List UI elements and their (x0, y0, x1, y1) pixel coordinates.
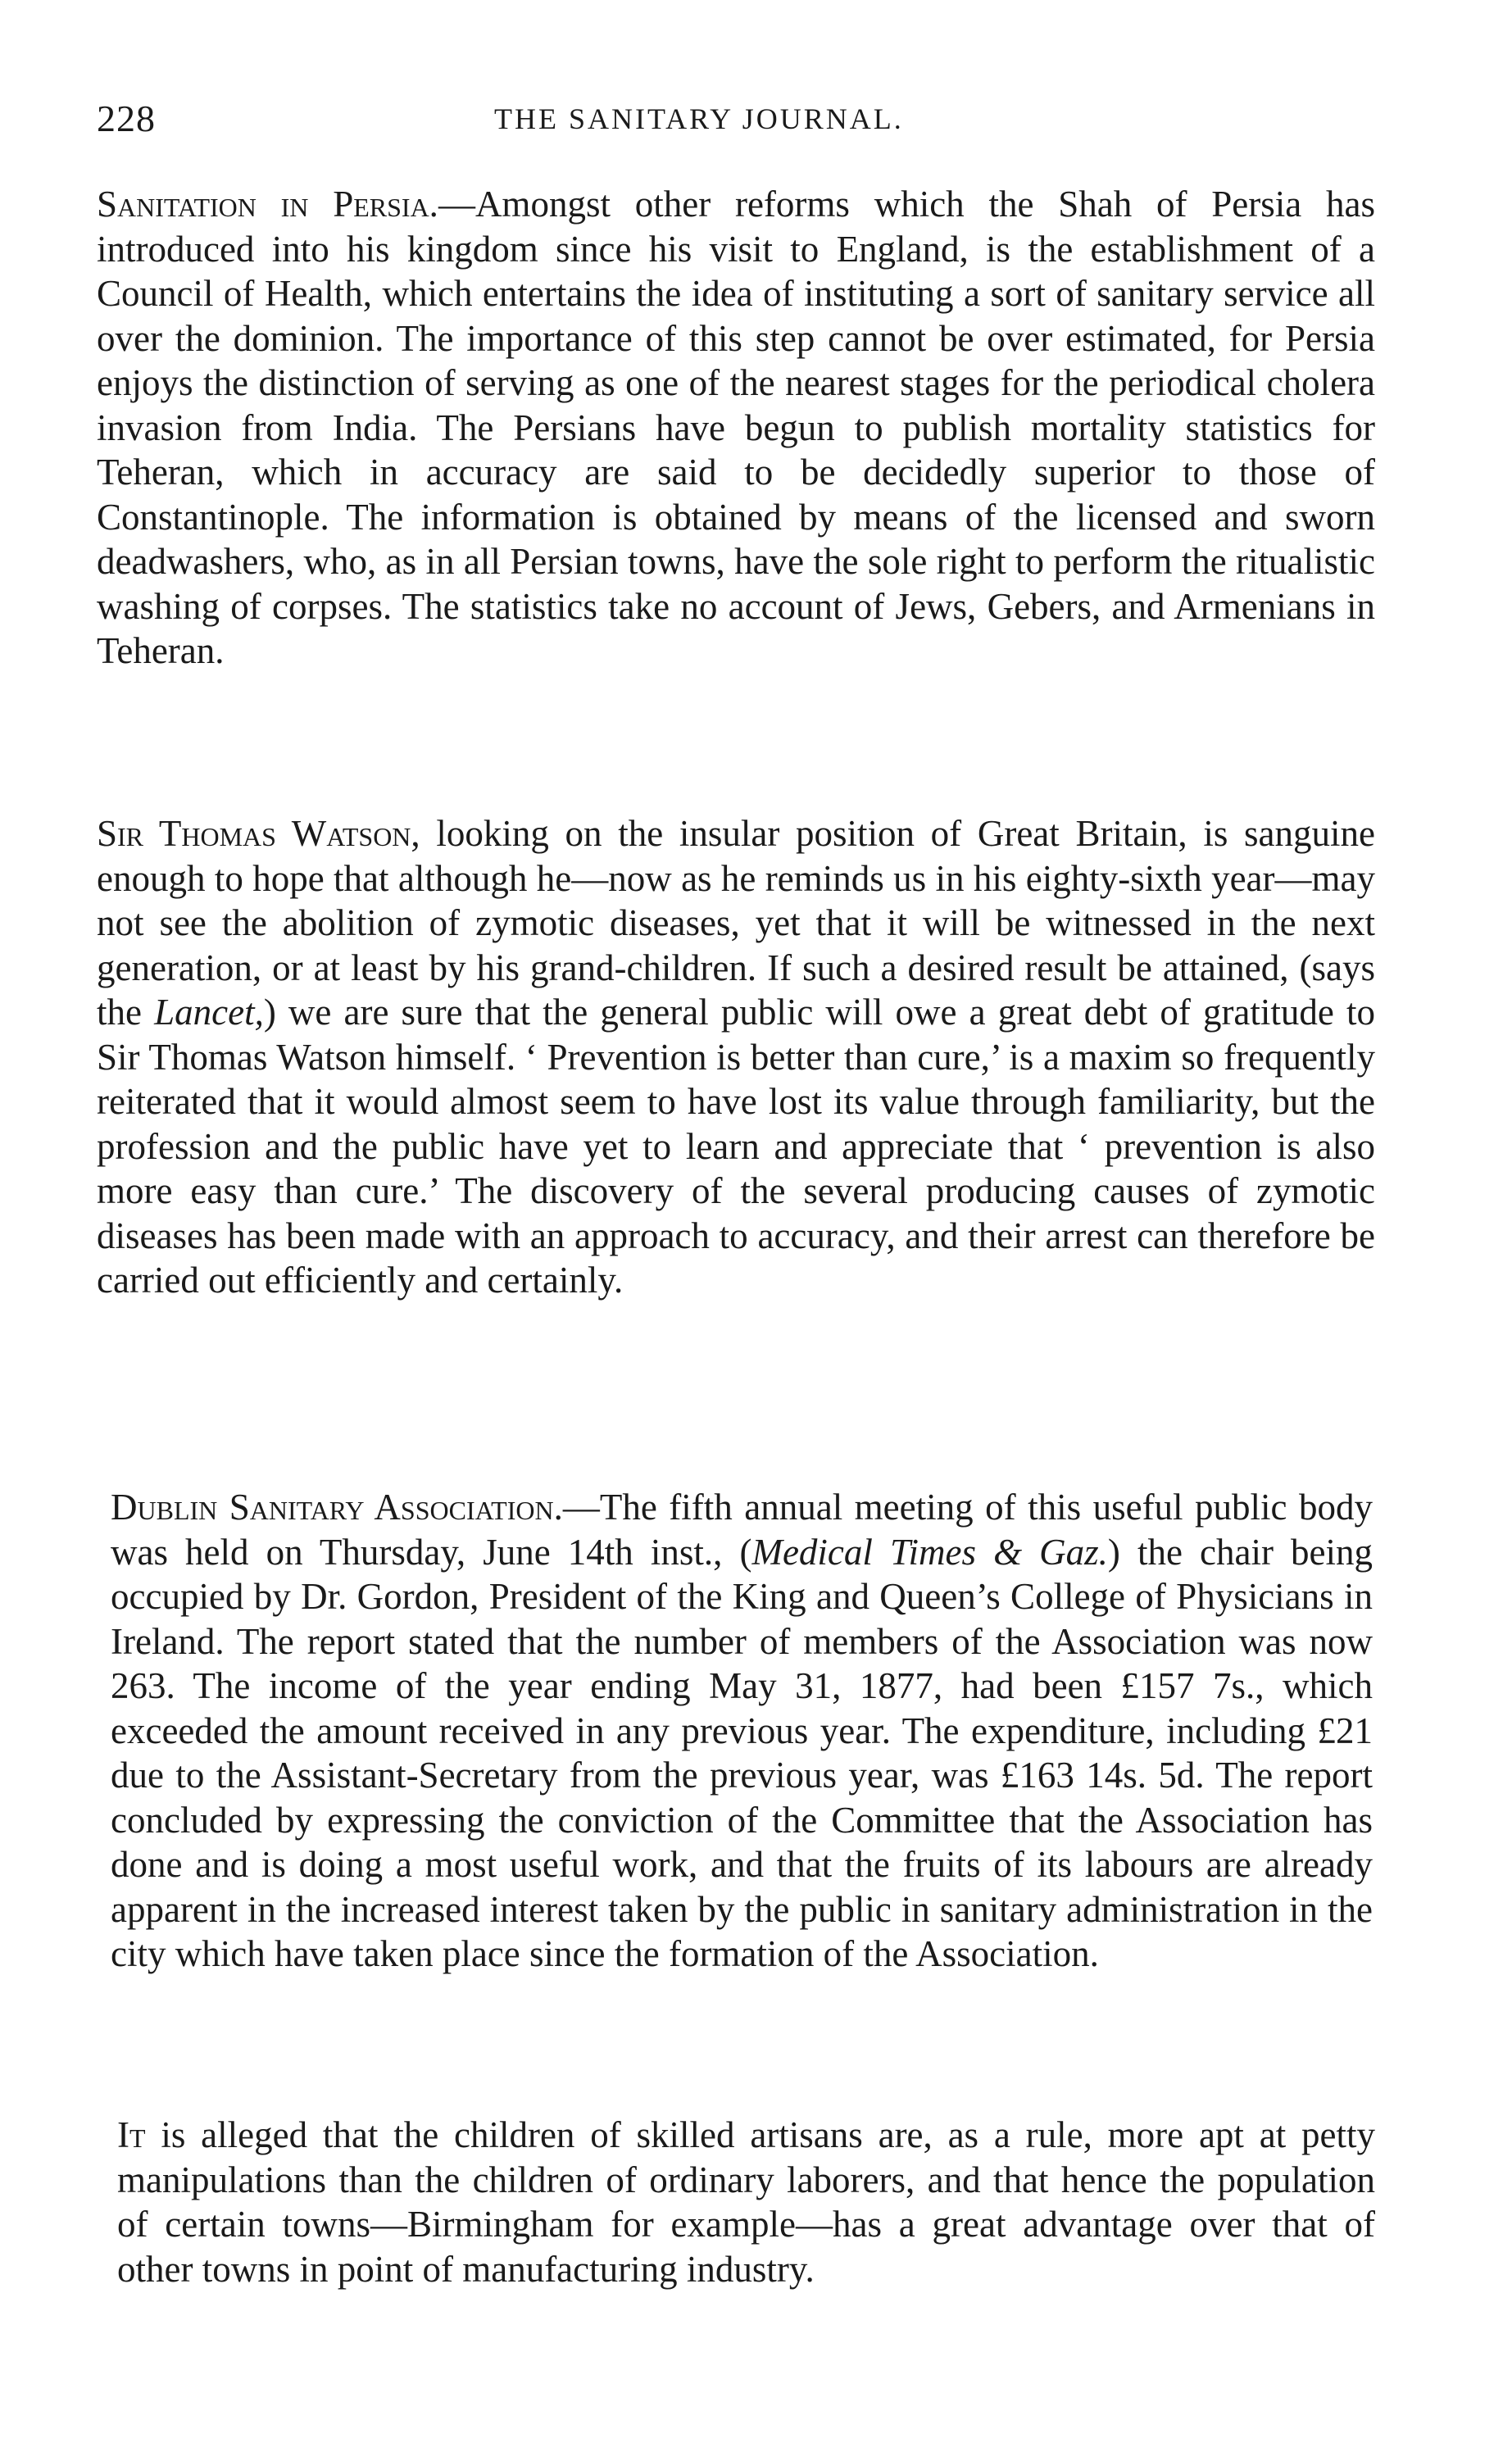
article-citation: Medical Times & Gaz. (751, 1531, 1108, 1573)
article-sir-thomas-watson (97, 811, 1375, 1303)
article-body: looking on the insular position of Great Britain, is sanguine enough to hope that although he—now as he reminds us in his eighty-sixth year—may not see the abolition of zymotic diseases, yet that it will be witnessed in the next generation, or at least by his grand-children. If such a desired result be attained, (says the (97, 813, 1375, 1033)
article-body: is alleged that the children of skilled artisans are, as a rule, more apt at petty manipulations than the children of ordinary laborers, and that hence the population of certain towns—Birmingham for example—has a great advantage over that of other towns in point of manufacturing industry. (117, 2114, 1375, 2290)
article-body: —Amongst other reforms which the Shah of Persia has introduced into his kingdom since his visit to England, is the establishment of a Council of Health, which entertains the idea of instituting a sort of sanitary service all over the dominion. The importance of this step cannot be over estimated, for Persia enjoys the distinction of serving as one of the nearest stages for the periodical cholera invasion from India. The Persians have begun to publish mortality statistics for Teheran, which in accuracy are said to be decidedly superior to those of Constantinople. The information is obtained by means of the licensed and sworn deadwashers, who, as in all Persian towns, have the sole right to perform the ritualistic washing of corpses. The statistics take no account of Jews, Gebers, and Armenians in Teheran. (97, 184, 1375, 671)
article-body-continued: ) we are sure that the general public will owe a great debt of gratitude to Sir Thomas Watson himself. ‘ Prevention is better than cure,’ is a maxim so frequently reiterated that it would almost seem to have lost its value through familiarity, but the profession and the public have yet to learn and appreciate that ‘ prevention is also more easy than cure.’ The discovery of the several producing causes of zymotic diseases has been made with an approach to accuracy, and their arrest can therefore be carried out efficiently and certainly. (97, 992, 1375, 1301)
article-heading: Dublin Sanitary Association. (111, 1487, 563, 1528)
page-number: 228 (97, 98, 156, 139)
article-heading: Sanitation in Persia. (97, 184, 438, 225)
article-sanitation-in-persia (97, 182, 1375, 674)
article-skilled-artisans (117, 2113, 1375, 2291)
article-body-continued: ) the chair being occupied by Dr. Gordon, President of the King and Queen’s College of Physicians in Ireland. The report stated that the number of members of the Association was now 263. The income of the year ending May 31, 1877, had been £157 7s., which exceeded the amount received in any previous year. The expenditure, including £21 due to the Assistant-Secretary from the previous year, was £163 14s. 5d. The report concluded by expressing the conviction of the Committee that the Association has done and is doing a most useful work, and that the fruits of its labours are already apparent in the increased interest taken by the public in sanitary administration in the city which have taken place since the formation of the Association. (111, 1531, 1374, 1974)
article-dublin-sanitary-association (111, 1485, 1373, 1977)
journal-title: THE SANITARY JOURNAL. (494, 102, 904, 135)
article-heading: Sir Thomas Watson, (97, 813, 420, 854)
running-head (97, 97, 1375, 146)
article-body: —The fifth annual meeting of this useful public body was held on Thursday, June 14th inst., ( (111, 1487, 1373, 1573)
article-heading: It (117, 2114, 146, 2155)
article-citation: Lancet, (154, 992, 264, 1033)
